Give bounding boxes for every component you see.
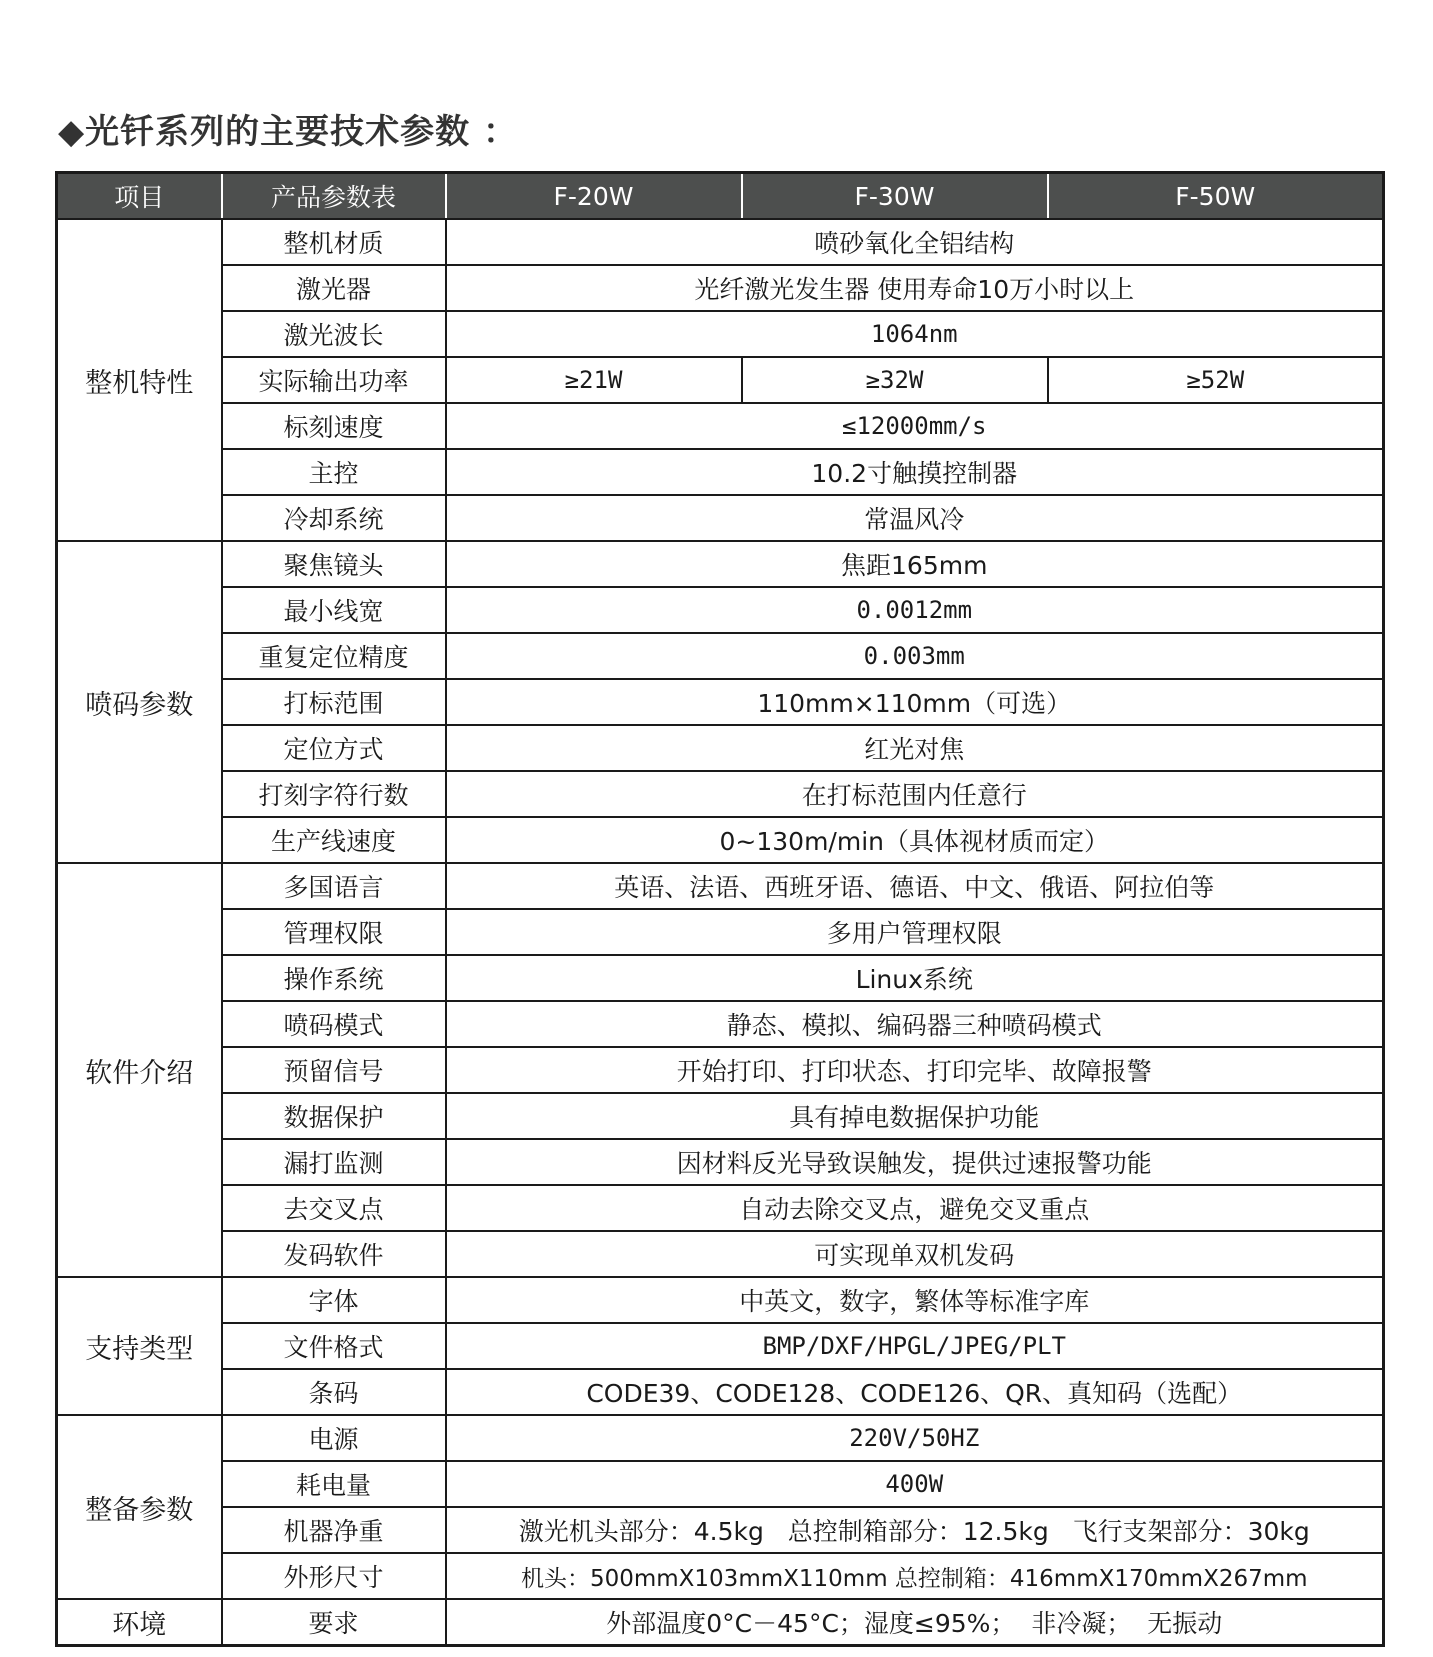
- table-row: [57, 955, 1384, 1001]
- table-row: [57, 817, 1384, 863]
- param-label: 最小线宽: [222, 587, 446, 633]
- header-item: 项目: [57, 173, 222, 220]
- param-label: 定位方式: [222, 725, 446, 771]
- param-label: 打刻字符行数: [222, 771, 446, 817]
- param-value: ≤12000mm/s: [446, 403, 1384, 449]
- param-value: 因材料反光导致误触发，提供过速报警功能: [446, 1139, 1384, 1185]
- category-cell: 支持类型: [57, 1277, 222, 1415]
- param-label: 标刻速度: [222, 403, 446, 449]
- param-label: 激光器: [222, 265, 446, 311]
- param-label: 耗电量: [222, 1461, 446, 1507]
- param-label: 主控: [222, 449, 446, 495]
- table-row: [57, 403, 1384, 449]
- table-row: [57, 311, 1384, 357]
- param-label: 字体: [222, 1277, 446, 1323]
- header-param: 产品参数表: [222, 173, 446, 220]
- table-row: [57, 1369, 1384, 1415]
- table-row: [57, 1093, 1384, 1139]
- param-value: 中英文，数字，繁体等标准字库: [446, 1277, 1384, 1323]
- param-value: 外部温度0°C－45°C；湿度≤95%； 非冷凝； 无振动: [446, 1599, 1384, 1646]
- param-label: 重复定位精度: [222, 633, 446, 679]
- param-label: 管理权限: [222, 909, 446, 955]
- header-model: F-30W: [742, 173, 1048, 220]
- param-value: 10.2寸触摸控制器: [446, 449, 1384, 495]
- param-value: 400W: [446, 1461, 1384, 1507]
- param-label: 激光波长: [222, 311, 446, 357]
- param-value: 在打标范围内任意行: [446, 771, 1384, 817]
- param-label: 冷却系统: [222, 495, 446, 541]
- param-label: 聚焦镜头: [222, 541, 446, 587]
- param-label: 多国语言: [222, 863, 446, 909]
- param-value: 0~130m/min（具体视材质而定）: [446, 817, 1384, 863]
- param-value: 常温风冷: [446, 495, 1384, 541]
- param-value: 220V/50HZ: [446, 1415, 1384, 1461]
- param-value-f30w: ≥32W: [742, 357, 1048, 403]
- param-value: 0.0012mm: [446, 587, 1384, 633]
- param-value: 1064nm: [446, 311, 1384, 357]
- param-label: 喷码模式: [222, 1001, 446, 1047]
- param-value: 110mm×110mm（可选）: [446, 679, 1384, 725]
- param-value: 0.003mm: [446, 633, 1384, 679]
- table-row: [57, 1553, 1384, 1599]
- category-cell: 软件介绍: [57, 863, 222, 1277]
- table-row: [57, 541, 1384, 587]
- table-row: [57, 1323, 1384, 1369]
- table-row: [57, 449, 1384, 495]
- param-value: 开始打印、打印状态、打印完毕、故障报警: [446, 1047, 1384, 1093]
- param-value: 具有掉电数据保护功能: [446, 1093, 1384, 1139]
- param-value: 英语、法语、西班牙语、德语、中文、俄语、阿拉伯等: [446, 863, 1384, 909]
- param-value: Linux系统: [446, 955, 1384, 1001]
- param-label: 去交叉点: [222, 1185, 446, 1231]
- param-label: 预留信号: [222, 1047, 446, 1093]
- table-row: [57, 1461, 1384, 1507]
- param-value: 红光对焦: [446, 725, 1384, 771]
- table-row: [57, 1185, 1384, 1231]
- param-value: 光纤激光发生器 使用寿命10万小时以上: [446, 265, 1384, 311]
- table-row: [57, 1047, 1384, 1093]
- param-label: 打标范围: [222, 679, 446, 725]
- table-row: [57, 265, 1384, 311]
- param-value: 喷砂氧化全铝结构: [446, 219, 1384, 265]
- category-cell: 喷码参数: [57, 541, 222, 863]
- category-cell: 环境: [57, 1599, 222, 1646]
- param-label: 电源: [222, 1415, 446, 1461]
- param-label: 漏打监测: [222, 1139, 446, 1185]
- param-label: 发码软件: [222, 1231, 446, 1277]
- param-value: CODE39、CODE128、CODE126、QR、真知码（选配）: [446, 1369, 1384, 1415]
- param-label: 数据保护: [222, 1093, 446, 1139]
- table-row: [57, 679, 1384, 725]
- page-title: ◆光钎系列的主要技术参数 ：: [58, 112, 518, 152]
- table-row: [57, 863, 1384, 909]
- table-row: [57, 771, 1384, 817]
- param-value: 静态、模拟、编码器三种喷码模式: [446, 1001, 1384, 1047]
- table-row: [57, 587, 1384, 633]
- param-label: 机器净重: [222, 1507, 446, 1553]
- header-model: F-50W: [1048, 173, 1384, 220]
- table-row: [57, 1507, 1384, 1553]
- param-value: 多用户管理权限: [446, 909, 1384, 955]
- table-row: [57, 633, 1384, 679]
- table-row: [57, 1599, 1384, 1646]
- table-row: [57, 909, 1384, 955]
- param-value: BMP/DXF/HPGL/JPEG/PLT: [446, 1323, 1384, 1369]
- param-value: 激光机头部分：4.5kg 总控制箱部分：12.5kg 飞行支架部分：30kg: [446, 1507, 1384, 1553]
- table-row: [57, 725, 1384, 771]
- header-model: F-20W: [446, 173, 742, 220]
- spec-table: [55, 171, 1385, 1647]
- category-cell: 整机特性: [57, 219, 222, 541]
- param-value-f20w: ≥21W: [446, 357, 742, 403]
- param-label: 生产线速度: [222, 817, 446, 863]
- param-value: 自动去除交叉点，避免交叉重点: [446, 1185, 1384, 1231]
- table-row: [57, 1001, 1384, 1047]
- table-row: [57, 1139, 1384, 1185]
- table-row: [57, 495, 1384, 541]
- table-row: [57, 1277, 1384, 1323]
- table-row: [57, 357, 1384, 403]
- category-cell: 整备参数: [57, 1415, 222, 1599]
- param-label: 整机材质: [222, 219, 446, 265]
- param-label: 外形尺寸: [222, 1553, 446, 1599]
- table-row: [57, 1231, 1384, 1277]
- param-value: 可实现单双机发码: [446, 1231, 1384, 1277]
- param-value: 机头：500mmX103mmX110mm 总控制箱：416mmX170mmX267mm: [446, 1553, 1384, 1599]
- param-label: 要求: [222, 1599, 446, 1646]
- param-label: 条码: [222, 1369, 446, 1415]
- param-label: 实际输出功率: [222, 357, 446, 403]
- param-label: 文件格式: [222, 1323, 446, 1369]
- param-value-f50w: ≥52W: [1048, 357, 1384, 403]
- table-row: [57, 1415, 1384, 1461]
- table-row: [57, 219, 1384, 265]
- param-label: 操作系统: [222, 955, 446, 1001]
- param-value: 焦距165mm: [446, 541, 1384, 587]
- table-header-row: [57, 173, 1384, 220]
